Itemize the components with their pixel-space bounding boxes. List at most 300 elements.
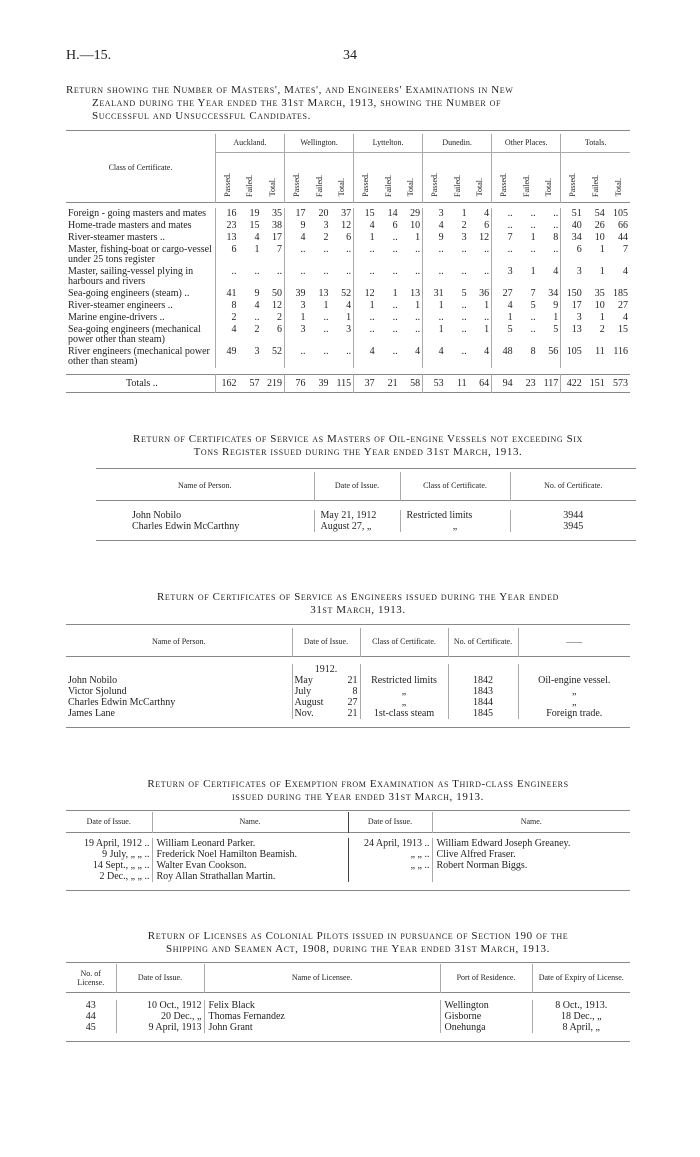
port-of-residence: Onehunga — [440, 1022, 532, 1033]
issue-date: 14 Sept., „ „ .. — [66, 860, 152, 871]
divider — [66, 624, 630, 625]
subheader-cell — [377, 152, 400, 202]
count-cell: .. — [400, 244, 423, 266]
certificate-class: „ — [400, 521, 510, 532]
count-cell: 3 — [300, 300, 306, 311]
subheader-label: Total. — [406, 178, 416, 197]
count-cell: 12 — [261, 300, 284, 312]
page-number: 34 — [343, 48, 357, 63]
count-cell: 48 — [502, 346, 513, 357]
count-cell: 4 — [254, 232, 260, 243]
totals-label: Totals .. — [66, 374, 215, 392]
total-cell: 64 — [469, 374, 492, 392]
subheader-cell — [538, 152, 561, 202]
count-cell: .. — [300, 266, 306, 277]
table5-title-line: Shipping and Seamen Act, 1908, during the Year ended 31st March, 1913. — [165, 943, 551, 955]
issue-date: „ „ .. — [348, 860, 432, 871]
table-row — [66, 324, 630, 346]
document-reference: H.—15. — [66, 48, 112, 63]
total-cell: 422 — [566, 377, 582, 389]
count-cell: 23 — [226, 220, 237, 231]
count-cell: 1 — [392, 288, 398, 299]
person-name: Victor Sjolund — [66, 686, 292, 697]
subheader-label: Passed. — [429, 172, 439, 197]
certificate-class-label: Sea-going engineers (steam) .. — [66, 288, 215, 300]
expiry-date: 18 Dec., „ — [560, 1011, 602, 1022]
exemption-table — [66, 812, 630, 891]
count-cell: .. — [530, 208, 536, 219]
count-cell: 105 — [613, 208, 628, 219]
table-row — [66, 346, 630, 368]
licensee-name: Felix Black — [204, 1000, 440, 1011]
count-cell: 9 — [300, 220, 306, 231]
count-cell: 1 — [530, 266, 536, 277]
count-cell: 44 — [618, 232, 628, 243]
count-cell: 7 — [507, 232, 513, 243]
count-cell: 1 — [438, 300, 444, 311]
count-cell: 1 — [300, 312, 306, 323]
issue-day: 27 — [342, 697, 360, 708]
count-cell: 12 — [331, 220, 354, 232]
count-cell: .. — [538, 220, 561, 232]
count-cell: .. — [392, 244, 398, 255]
table-row — [66, 871, 630, 882]
table3-title — [66, 591, 650, 617]
certificate-class-label: Home-trade masters and mates — [66, 220, 215, 232]
subheader-label: Total. — [544, 178, 554, 197]
count-cell: 19 — [249, 208, 260, 219]
divider — [96, 468, 636, 469]
issue-day: 21 — [342, 708, 360, 719]
count-cell: .. — [369, 312, 375, 323]
column-header: Name of Person. — [96, 472, 314, 500]
person-name: William Edward Joseph Greaney. — [436, 838, 571, 849]
count-cell: 17 — [261, 232, 284, 244]
subheader-label: Failed. — [590, 174, 600, 197]
count-cell: 4 — [538, 266, 561, 288]
remark: „ — [572, 686, 577, 697]
count-cell: 36 — [469, 288, 492, 300]
count-cell: 2 — [461, 220, 467, 231]
count-cell: 12 — [364, 288, 375, 299]
table3-title-line: Return of Certificates of Service as Engineers issued during the Year ended — [156, 591, 560, 603]
certificate-class-label: Master, sailing-vessel plying in harbours and rivers — [66, 266, 215, 288]
column-header: Date of Issue. — [116, 964, 204, 992]
certificate-class-label: River-steamer masters .. — [66, 232, 215, 244]
table-row — [66, 849, 630, 860]
count-cell: .. — [392, 300, 398, 311]
count-cell: 3 — [507, 266, 513, 277]
count-cell: 3 — [331, 324, 354, 346]
subheader-cell — [261, 152, 284, 202]
total-cell: 151 — [589, 377, 605, 389]
page-header — [66, 48, 634, 66]
subheader-label: Failed. — [383, 174, 393, 197]
column-header: Date of Issue. — [292, 628, 360, 656]
count-cell: 1 — [400, 300, 423, 312]
total-cell: 162 — [221, 377, 237, 389]
total-cell: 115 — [331, 374, 354, 392]
group-header-dunedin: Dunedin. — [423, 134, 492, 152]
count-cell: 38 — [261, 220, 284, 232]
count-cell: .. — [461, 346, 467, 357]
count-cell: 1 — [438, 324, 444, 335]
subheader-label: Passed. — [360, 172, 370, 197]
count-cell: .. — [254, 266, 260, 277]
count-cell: .. — [507, 220, 513, 231]
person-name: Charles Edwin McCarthny — [96, 521, 314, 532]
column-header: No. of License. — [66, 964, 116, 992]
count-cell: .. — [300, 346, 306, 357]
subheader-cell — [285, 152, 308, 202]
count-cell: 5 — [538, 324, 561, 346]
port-of-residence: Wellington — [440, 1000, 532, 1011]
total-cell: 117 — [538, 374, 561, 392]
table-row — [66, 232, 630, 244]
issue-date: 2 Dec., „ „ .. — [66, 871, 152, 882]
count-cell: 14 — [387, 208, 398, 219]
count-cell: 6 — [231, 244, 237, 255]
count-cell: .. — [461, 324, 467, 335]
group-header-auckland: Auckland. — [215, 134, 284, 152]
count-cell: 5 — [461, 288, 467, 299]
count-cell: .. — [461, 300, 467, 311]
count-cell: 51 — [571, 208, 582, 219]
table-row — [96, 521, 636, 532]
certificate-class-label: Sea-going engineers (mechanical power other than steam) — [66, 324, 215, 346]
count-cell: .. — [530, 244, 536, 255]
count-cell: 9 — [438, 232, 444, 243]
count-cell: 13 — [400, 288, 423, 300]
count-cell: .. — [392, 232, 398, 243]
count-cell: 5 — [530, 300, 536, 311]
subheader-label: Passed. — [222, 172, 232, 197]
subheader-cell — [446, 152, 469, 202]
count-cell: 4 — [623, 266, 628, 277]
table2-title — [66, 433, 650, 459]
issue-date: 10 Oct., 1912 — [116, 1000, 204, 1011]
count-cell: 35 — [594, 288, 605, 299]
subheader-cell — [469, 152, 492, 202]
count-cell: 41 — [226, 288, 237, 299]
column-header: Name of Person. — [66, 628, 292, 656]
count-cell: 1 — [469, 300, 492, 312]
table2-title-line: Tons Register issued during the Year ended 31st March, 1913. — [193, 446, 523, 458]
group-header-other-places: Other Places. — [492, 134, 561, 152]
examinations-table — [66, 134, 630, 393]
table1-title-line: Successful and Unsuccessful Candidates. — [92, 110, 311, 122]
count-cell: 8 — [538, 232, 561, 244]
count-cell: 6 — [392, 220, 398, 231]
count-cell: 4 — [507, 300, 513, 311]
count-cell: .. — [400, 266, 423, 288]
licensee-name: John Grant — [204, 1022, 440, 1033]
count-cell: .. — [392, 346, 398, 357]
subheader-label: Passed. — [291, 172, 301, 197]
divider — [66, 130, 630, 131]
totals-row — [66, 374, 630, 392]
table-row — [66, 312, 630, 324]
subheader-label: Failed. — [452, 174, 462, 197]
table5-title-line: Return of Licenses as Colonial Pilots issued in pursuance of Section 190 of the — [147, 930, 569, 942]
count-cell: .. — [461, 312, 467, 323]
count-cell: 66 — [618, 220, 628, 231]
license-number: 44 — [66, 1011, 116, 1022]
count-cell: 1 — [461, 208, 467, 219]
issue-month: July — [294, 686, 312, 697]
issue-date: 19 April, 1912 .. — [66, 838, 152, 849]
person-name: Clive Alfred Fraser. — [436, 849, 516, 860]
issue-month: Nov. — [294, 708, 314, 719]
table-row — [66, 1022, 630, 1033]
count-cell: 1 — [599, 266, 605, 277]
count-cell: 4 — [438, 346, 444, 357]
certificate-class: 1st-class steam — [360, 708, 448, 719]
table4-title-line: issued during the Year ended 31st March, 1913. — [232, 791, 484, 803]
count-cell: .. — [438, 244, 444, 255]
count-cell: .. — [461, 266, 467, 277]
count-cell: 27 — [502, 288, 513, 299]
divider — [66, 962, 630, 963]
count-cell: .. — [530, 324, 536, 335]
count-cell: 2 — [231, 312, 237, 323]
count-cell: 4 — [369, 346, 375, 357]
issue-date: 20 Dec., „ — [116, 1011, 204, 1022]
count-cell: 35 — [261, 208, 284, 220]
count-cell: .. — [331, 244, 354, 266]
count-cell: 3 — [254, 346, 260, 357]
table-row — [66, 300, 630, 312]
certificate-number: 3945 — [563, 521, 584, 532]
count-cell: .. — [538, 244, 561, 266]
count-cell: 3 — [461, 232, 467, 243]
count-cell: 185 — [613, 288, 628, 299]
count-cell: 7 — [530, 288, 536, 299]
issue-date: 9 April, 1913 — [116, 1022, 204, 1033]
certificate-class-label: Foreign - going masters and mates — [66, 208, 215, 220]
certificate-class: „ — [360, 697, 448, 708]
count-cell: 29 — [400, 208, 423, 220]
total-cell: 23 — [525, 377, 536, 389]
certificate-number: 1845 — [448, 708, 518, 719]
count-cell: 26 — [594, 220, 605, 231]
count-cell: 105 — [566, 346, 582, 357]
count-cell: 13 — [318, 288, 329, 299]
certificate-number: 1843 — [448, 686, 518, 697]
count-cell: .. — [254, 312, 260, 323]
count-cell: 4 — [469, 346, 492, 368]
count-cell: 17 — [571, 300, 582, 311]
count-cell: 13 — [571, 324, 582, 335]
total-cell: 37 — [364, 377, 375, 389]
table-row — [66, 860, 630, 871]
license-number: 43 — [66, 1000, 116, 1011]
count-cell: 6 — [469, 220, 492, 232]
count-cell: 1 — [538, 312, 561, 324]
person-name: John Nobilo — [66, 675, 292, 686]
certificate-class-label: River engineers (mechanical power other than steam) — [66, 346, 215, 368]
count-cell: .. — [369, 244, 375, 255]
table1-title — [66, 84, 650, 123]
count-cell: 17 — [295, 208, 306, 219]
certificate-number: 1844 — [448, 697, 518, 708]
count-cell: .. — [323, 324, 329, 335]
count-cell: 1 — [530, 232, 536, 243]
count-cell: .. — [530, 220, 536, 231]
total-cell: 11 — [456, 377, 467, 389]
table1-title-line: Zealand during the Year ended the 31st March, 1913, showing the Number of — [92, 97, 502, 109]
count-cell: .. — [323, 266, 329, 277]
total-cell: 573 — [613, 377, 628, 389]
expiry-date: 8 Oct., 1913. — [555, 1000, 608, 1011]
column-header: Class of Certificate. — [400, 472, 510, 500]
issue-month: May — [294, 675, 313, 686]
count-cell: 116 — [613, 346, 628, 357]
person-name: Robert Norman Biggs. — [436, 860, 528, 871]
total-cell: 57 — [249, 377, 260, 389]
count-cell: 54 — [594, 208, 605, 219]
subheader-cell — [308, 152, 331, 202]
table1-title-line: Return showing the Number of Masters', Mates', and Engineers' Examinations in New — [66, 84, 514, 96]
column-header: Name. — [152, 812, 348, 832]
remark: Oil-engine vessel. — [538, 675, 611, 686]
column-header: Date of Issue. — [348, 812, 432, 832]
person-name: Walter Evan Cookson. — [152, 860, 348, 871]
count-cell: 13 — [226, 232, 237, 243]
issue-date: „ „ .. — [348, 849, 432, 860]
pilot-licenses-table — [66, 964, 630, 1042]
subheader-label: Total. — [337, 178, 347, 197]
count-cell: .. — [323, 312, 329, 323]
issue-month: August — [294, 697, 324, 708]
remark: „ — [572, 697, 577, 708]
subheader-label: Failed. — [521, 174, 531, 197]
count-cell: 56 — [538, 346, 561, 368]
count-cell: 6 — [576, 244, 582, 255]
count-cell: 39 — [295, 288, 306, 299]
count-cell: 1 — [331, 312, 354, 324]
count-cell: 3 — [323, 220, 329, 231]
person-name: William Leonard Parker. — [152, 838, 348, 849]
subheader-cell — [423, 152, 446, 202]
count-cell: 7 — [623, 244, 628, 255]
count-cell: 52 — [261, 346, 284, 368]
licensee-name: Thomas Fernandez — [204, 1011, 440, 1022]
subheader-label: Total. — [613, 178, 623, 197]
person-name: Roy Allan Strathallan Martin. — [152, 871, 348, 882]
count-cell: 1 — [400, 232, 423, 244]
total-cell: 21 — [387, 377, 398, 389]
certificate-class-label: Marine engine-drivers .. — [66, 312, 215, 324]
table-row — [66, 838, 630, 849]
count-cell: .. — [538, 208, 561, 220]
column-header: Port of Residence. — [440, 964, 532, 992]
count-cell: .. — [300, 244, 306, 255]
issue-day: 8 — [342, 686, 360, 697]
person-name: James Lane — [66, 708, 292, 719]
certificate-number: 3944 — [563, 510, 584, 521]
count-cell: 1 — [323, 300, 329, 311]
subheader-cell — [238, 152, 261, 202]
count-cell: .. — [331, 266, 354, 288]
oil-engine-masters-table — [96, 472, 636, 541]
issue-date: 24 April, 1913 .. — [348, 838, 432, 849]
count-cell: 4 — [623, 312, 628, 323]
count-cell: 4 — [300, 232, 306, 243]
count-cell: 12 — [469, 232, 492, 244]
table-row — [66, 266, 630, 288]
count-cell: 16 — [226, 208, 237, 219]
certificate-class: Restricted limits — [400, 510, 510, 521]
subheader-cell — [515, 152, 538, 202]
count-cell: 6 — [331, 232, 354, 244]
person-name: John Nobilo — [96, 510, 314, 521]
total-cell: 53 — [433, 377, 444, 389]
count-cell: 9 — [538, 300, 561, 312]
issue-date: 9 July, „ „ .. — [66, 849, 152, 860]
count-cell: 7 — [261, 244, 284, 266]
count-cell: .. — [392, 266, 398, 277]
count-cell: 6 — [261, 324, 284, 346]
count-cell: 1 — [599, 312, 605, 323]
count-cell: 150 — [566, 288, 582, 299]
subheader-cell — [607, 152, 630, 202]
table-row — [66, 220, 630, 232]
count-cell: 15 — [618, 324, 628, 335]
count-cell: 1 — [254, 244, 260, 255]
person-name: Charles Edwin McCarthny — [66, 697, 292, 708]
column-header: Name of Licensee. — [204, 964, 440, 992]
column-header: Date of Issue. — [66, 812, 152, 832]
expiry-date: 8 April, „ — [562, 1022, 600, 1033]
column-header: Date of Issue. — [314, 472, 400, 500]
table-row — [96, 510, 636, 521]
subheader-label: Total. — [268, 178, 278, 197]
count-cell: 3 — [300, 324, 306, 335]
count-cell: .. — [469, 312, 492, 324]
engineers-service-table — [66, 628, 630, 728]
count-cell: 34 — [538, 288, 561, 300]
total-cell: 76 — [295, 377, 306, 389]
count-cell: .. — [507, 244, 513, 255]
count-cell: 3 — [576, 312, 582, 323]
count-cell: 5 — [507, 324, 513, 335]
total-cell: 58 — [400, 374, 423, 392]
certificate-class-label: River-steamer engineers .. — [66, 300, 215, 312]
count-cell: 15 — [364, 208, 375, 219]
count-cell: 27 — [618, 300, 628, 311]
count-cell: 31 — [433, 288, 444, 299]
subheader-cell — [492, 152, 515, 202]
count-cell: 10 — [400, 220, 423, 232]
table-row — [66, 1000, 630, 1011]
table-row — [66, 675, 630, 686]
subheader-cell — [400, 152, 423, 202]
count-cell: 8 — [231, 300, 237, 311]
remark: Foreign trade. — [546, 708, 603, 719]
count-cell: 2 — [323, 232, 329, 243]
count-cell: .. — [507, 208, 513, 219]
count-cell: 52 — [331, 288, 354, 300]
certificate-number: 1842 — [448, 675, 518, 686]
count-cell: 4 — [469, 208, 492, 220]
count-cell: .. — [392, 324, 398, 335]
column-header: No. of Certificate. — [544, 481, 603, 491]
count-cell: 2 — [254, 324, 260, 335]
count-cell: 37 — [331, 208, 354, 220]
table4-title-line: Return of Certificates of Exemption from Examination as Third-class Engineers — [147, 778, 569, 790]
subheader-label: Failed. — [245, 174, 255, 197]
